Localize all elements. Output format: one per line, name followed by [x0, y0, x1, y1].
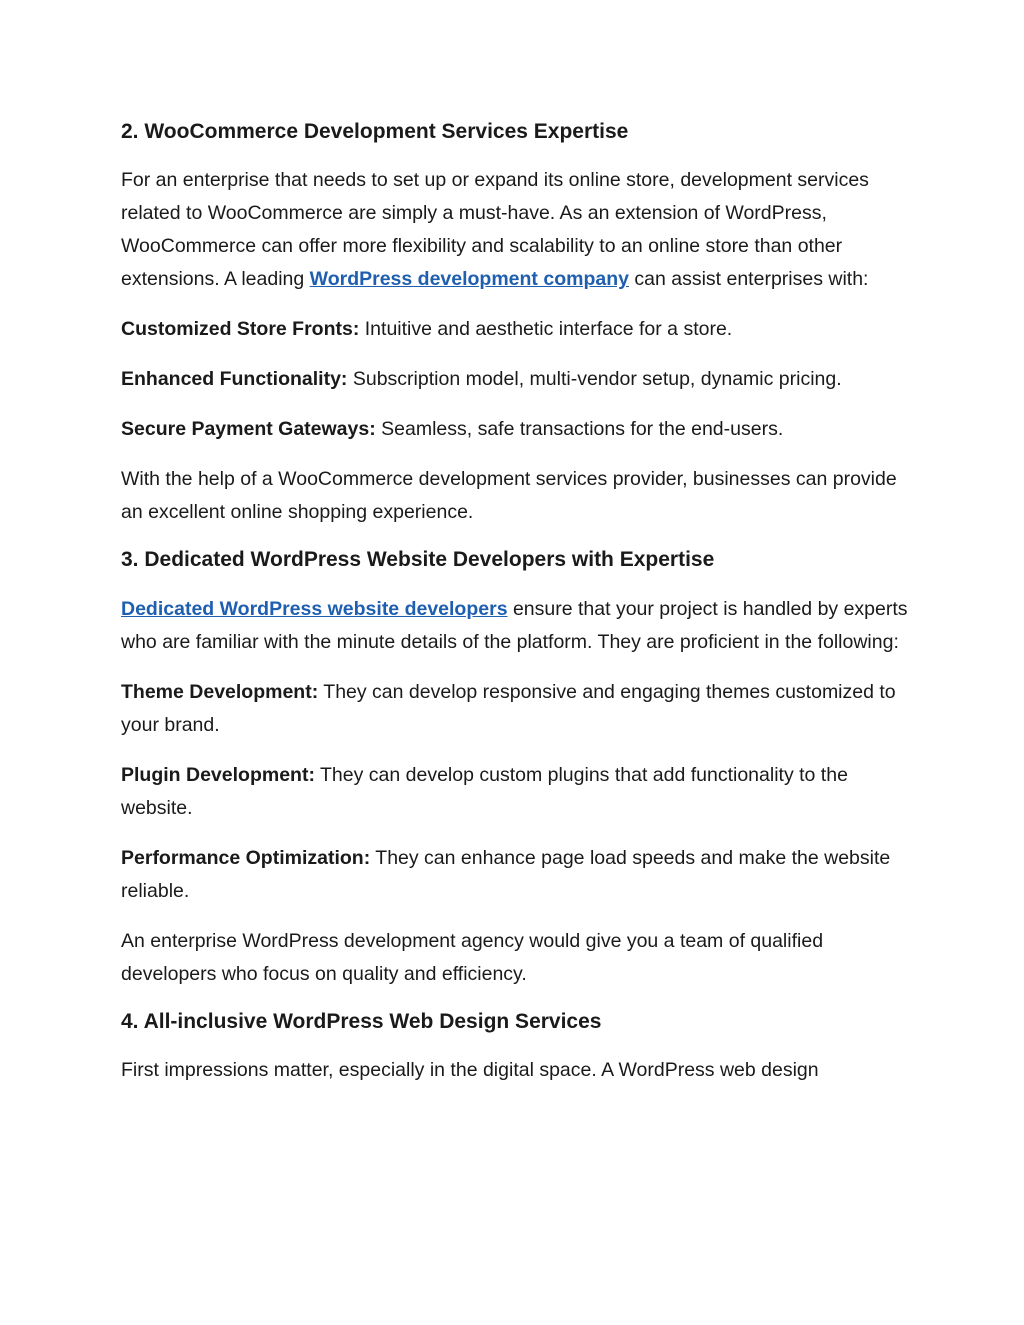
wordpress-development-company-link[interactable]: WordPress development company	[309, 268, 629, 291]
list-item	[121, 842, 911, 908]
item-text: Subscription model, multi-vendor setup, dynamic pricing.	[347, 368, 842, 391]
item-label: Secure Payment Gateways:	[121, 418, 376, 441]
item-text: Seamless, safe transactions for the end-users.	[375, 418, 784, 441]
intro-text-end: can assist enterprises with:	[628, 268, 869, 291]
list-item	[121, 759, 911, 825]
section-heading-dedicated-developers: 3. Dedicated WordPress Website Developers with Expertise	[121, 548, 715, 572]
item-text: They can develop responsive and engaging themes customized to your brand.	[121, 680, 896, 736]
section-heading-woocommerce: 2. WooCommerce Development Services Expertise	[121, 120, 629, 143]
list-item	[121, 363, 911, 396]
item-text: They can develop custom plugins that add functionality to the website.	[121, 763, 848, 819]
item-label: Theme Development:	[121, 680, 319, 703]
section-heading-web-design: 4. All-inclusive WordPress Web Design Services	[121, 1009, 602, 1033]
list-item	[121, 313, 911, 346]
developers-closing-paragraph: An enterprise WordPress development agency would give you a team of qualified developers who focus on quality and efficiency.	[121, 929, 824, 985]
dedicated-wordpress-developers-link[interactable]: Dedicated WordPress website developers	[121, 597, 508, 620]
document-page	[121, 118, 911, 1104]
web-design-paragraph: First impressions matter, especially in the digital space. A WordPress web design	[121, 1059, 819, 1082]
developers-intro-paragraph	[121, 593, 911, 659]
item-text: They can enhance page load speeds and make the website reliable.	[121, 846, 891, 902]
woocommerce-intro-paragraph	[121, 164, 911, 296]
item-label: Plugin Development:	[121, 763, 315, 786]
item-text: Intuitive and aesthetic interface for a store.	[359, 318, 733, 341]
list-item	[121, 413, 911, 446]
item-label: Performance Optimization:	[121, 846, 371, 869]
item-label: Customized Store Fronts:	[121, 318, 360, 341]
intro-text-end: ensure that your project is handled by experts who are familiar with the minute details of the platform. They are proficient in the following:	[121, 597, 908, 653]
woocommerce-closing-paragraph: With the help of a WooCommerce development services provider, businesses can provide an excellent online shopping experience.	[121, 468, 897, 524]
item-label: Enhanced Functionality:	[121, 368, 348, 391]
intro-text: For an enterprise that needs to set up or expand its online store, development services related to WooCommerce are simply a must-have. As an extension of WordPress, WooCommerce can offer more flexibility and scalability to an online store than other extensions. A leading	[121, 169, 869, 291]
list-item	[121, 676, 911, 742]
